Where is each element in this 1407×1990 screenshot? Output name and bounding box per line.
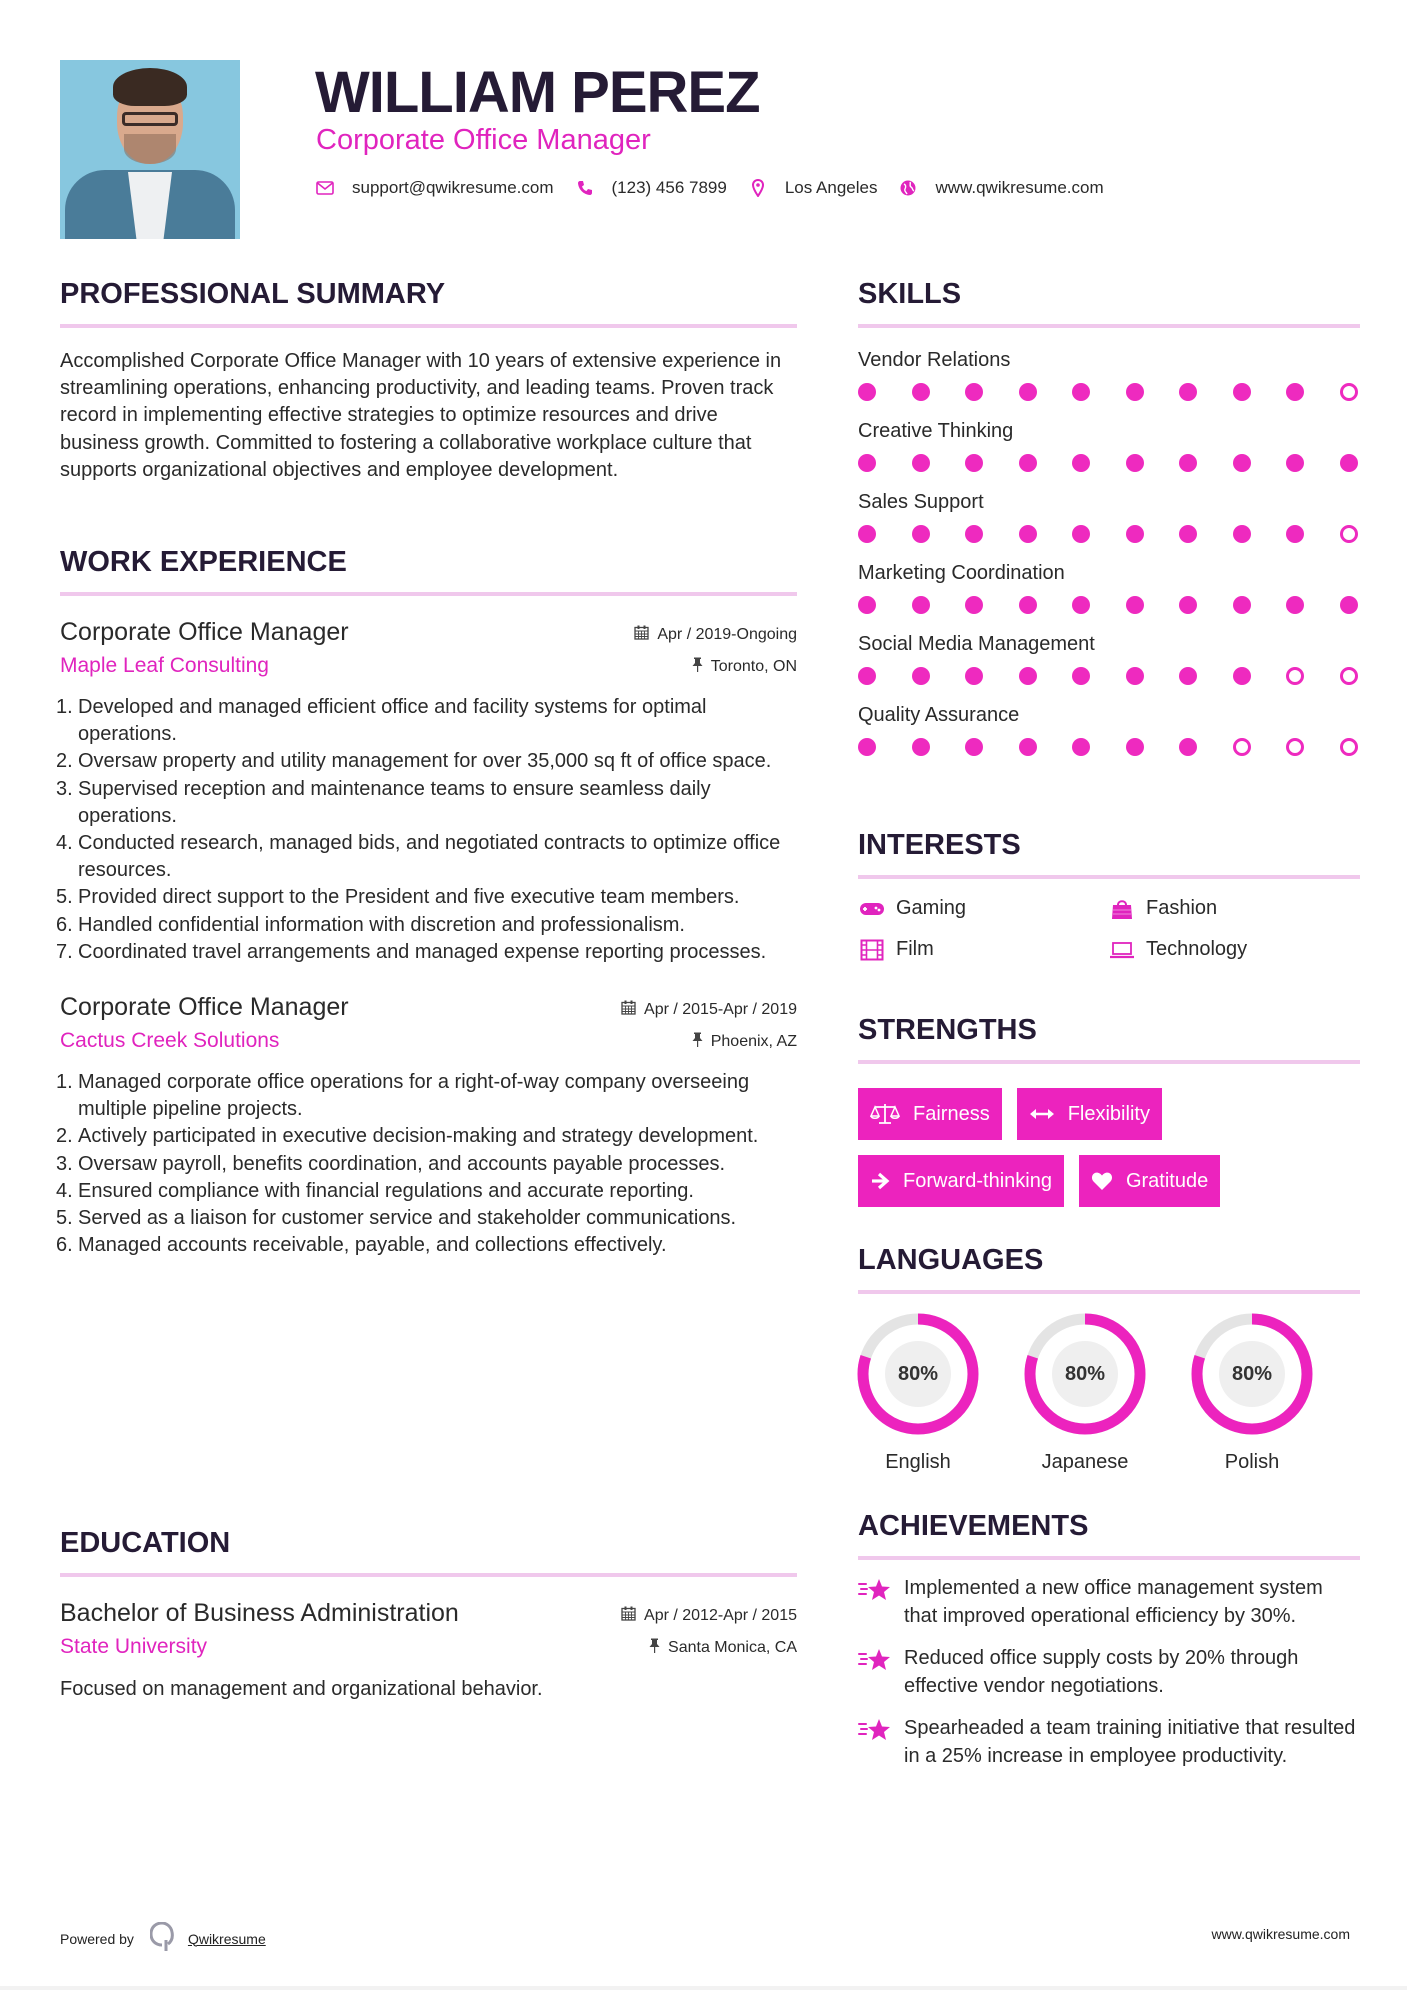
qwikresume-link[interactable]: Qwikresume [187, 1930, 266, 1947]
shopping-bag-icon [1108, 898, 1136, 920]
map-pin-icon [749, 179, 767, 197]
skill-dot-filled [1179, 525, 1197, 543]
heart-icon [1091, 1171, 1113, 1191]
skill-dot-filled [1019, 738, 1037, 756]
summary-section [60, 277, 797, 484]
skill-dot-filled [1233, 525, 1251, 543]
skill-dot-filled [1233, 596, 1251, 614]
job-dates: Apr / 2019-Ongoing [634, 625, 797, 644]
skill-dot-filled [1286, 383, 1304, 401]
pushpin-icon [692, 657, 703, 676]
skill-rating [858, 667, 1360, 685]
interest-item: Film [858, 938, 1108, 961]
strength-tag: Gratitude [1079, 1155, 1220, 1207]
skill-dot-filled [912, 738, 930, 756]
skill-dot-filled [1019, 454, 1037, 472]
section-divider [858, 1060, 1360, 1064]
skill-dot-filled [1019, 596, 1037, 614]
contact-phone[interactable] [576, 178, 727, 198]
skill-dot-empty [1340, 383, 1358, 401]
language-progress-ring: 80% [857, 1313, 979, 1435]
languages-heading: LANGUAGES [858, 1244, 1044, 1276]
globe-icon [899, 179, 917, 197]
interest-item: Fashion [1108, 897, 1358, 920]
skill-dot-filled [858, 738, 876, 756]
laptop-icon [1108, 939, 1136, 961]
contact-row [316, 178, 1126, 198]
skill-dot-filled [912, 454, 930, 472]
skills-section [858, 277, 1360, 756]
job-location: Toronto, ON [692, 657, 797, 676]
summary-heading: PROFESSIONAL SUMMARY [60, 278, 446, 310]
strength-tag: Fairness [858, 1088, 1002, 1140]
contact-email-text: support@qwikresume.com [352, 178, 554, 197]
skill-dot-empty [1340, 738, 1358, 756]
skill-dot-filled [1072, 738, 1090, 756]
profile-photo [60, 60, 240, 239]
shooting-star-icon [858, 1644, 904, 1700]
skill-dot-filled [1179, 667, 1197, 685]
skills-list [858, 346, 1360, 756]
skill-rating [858, 596, 1360, 614]
achievements-heading: ACHIEVEMENTS [858, 1510, 1089, 1542]
achievement-item: Spearheaded a team training initiative that resulted in a 25% increase in employee productivity. [858, 1714, 1360, 1770]
job-bullets [56, 1069, 797, 1259]
shooting-star-icon [858, 1574, 904, 1630]
section-divider [60, 324, 797, 328]
languages-section [858, 1243, 1360, 1474]
skill-dot-filled [1286, 525, 1304, 543]
strength-tag: Flexibility [1017, 1088, 1162, 1140]
bullet-item: 6. Handled confidential information with discretion and professionalism. [56, 913, 685, 936]
language-progress-ring: 80% [1024, 1313, 1146, 1435]
skill-dot-filled [858, 596, 876, 614]
education-entry [60, 1596, 797, 1703]
language-item: 80% Japanese [1025, 1313, 1145, 1474]
skill-dot-filled [1072, 525, 1090, 543]
bullet-item: 3. Supervised reception and maintenance teams to ensure seamless daily operations. [56, 777, 711, 827]
calendar-icon [621, 1606, 636, 1625]
skill-dot-filled [1233, 667, 1251, 685]
skill-rating [858, 454, 1360, 472]
skill-dot-filled [1126, 667, 1144, 685]
job-entry [56, 990, 797, 1259]
job-entry [56, 615, 797, 966]
skill-item: Sales Support [858, 488, 1360, 543]
summary-text: Accomplished Corporate Office Manager with 10 years of extensive experience in streamlining operations, enhancing productivity, and leading teams. Proven track record in implementing effective strategies to optimize resources and drive business growth. Committed to fostering a collaborative workplace culture that supports organizational objectives and employee development. [60, 350, 782, 481]
skill-dot-filled [1019, 667, 1037, 685]
skill-dot-filled [858, 667, 876, 685]
arrows-horizontal-icon [1029, 1107, 1055, 1121]
strengths-heading: STRENGTHS [858, 1014, 1037, 1046]
skill-item: Social Media Management [858, 630, 1360, 685]
skill-dot-filled [1179, 454, 1197, 472]
bullet-item: 5. Served as a liaison for customer service and stakeholder communications. [56, 1207, 737, 1230]
skills-heading: SKILLS [858, 278, 962, 310]
skill-dot-filled [1126, 525, 1144, 543]
skill-dot-filled [965, 738, 983, 756]
contact-location [749, 178, 878, 198]
skill-dot-filled [965, 667, 983, 685]
interest-item: Gaming [858, 897, 1108, 920]
section-divider [60, 1573, 797, 1577]
contact-email[interactable] [316, 178, 554, 198]
skill-dot-filled [912, 525, 930, 543]
achievements-section [858, 1509, 1360, 1770]
skill-dot-empty [1286, 667, 1304, 685]
skill-dot-filled [1286, 596, 1304, 614]
shooting-star-icon [858, 1714, 904, 1770]
skill-dot-filled [1072, 383, 1090, 401]
bullet-item: 5. Provided direct support to the President and five executive team members. [56, 886, 740, 909]
skill-dot-filled [858, 454, 876, 472]
bullet-item: 2. Oversaw property and utility management for over 35,000 sq ft of office space. [56, 750, 772, 773]
balance-scale-icon [870, 1102, 900, 1126]
section-divider [60, 592, 797, 596]
education-section [60, 1526, 797, 1703]
job-title: Corporate Office Manager [60, 618, 349, 646]
skill-dot-filled [1072, 667, 1090, 685]
skill-dot-filled [965, 596, 983, 614]
section-divider [858, 324, 1360, 328]
skill-item: Creative Thinking [858, 417, 1360, 472]
education-description: Focused on management and organizational behavior. [60, 1678, 543, 1700]
skill-dot-filled [1126, 738, 1144, 756]
candidate-name: WILLIAM PEREZ [315, 60, 760, 125]
skill-dot-filled [1233, 383, 1251, 401]
skill-rating [858, 383, 1360, 401]
skill-dot-empty [1340, 667, 1358, 685]
skill-dot-filled [858, 383, 876, 401]
bullet-item: 7. Coordinated travel arrangements and managed expense reporting processes. [56, 940, 767, 963]
skill-item: Quality Assurance [858, 701, 1360, 756]
contact-website[interactable] [899, 178, 1103, 198]
skill-dot-empty [1233, 738, 1251, 756]
skill-rating [858, 738, 1360, 756]
job-location: Phoenix, AZ [692, 1032, 797, 1051]
interests-section [858, 828, 1360, 961]
bullet-item: 1. Developed and managed efficient office and facility systems for optimal operations. [56, 696, 707, 746]
experience-heading: WORK EXPERIENCE [60, 546, 347, 578]
footer-website[interactable]: www.qwikresume.com [1211, 1926, 1350, 1942]
interest-item: Technology [1108, 938, 1358, 961]
skill-dot-filled [912, 596, 930, 614]
bullet-item: 4. Conducted research, managed bids, and negotiated contracts to optimize office resources. [56, 832, 781, 882]
film-icon [858, 939, 886, 961]
contact-location-text: Los Angeles [784, 178, 878, 197]
gamepad-icon [858, 898, 886, 920]
skill-dot-filled [1072, 596, 1090, 614]
job-dates: Apr / 2015-Apr / 2019 [621, 1000, 797, 1019]
skill-dot-filled [858, 525, 876, 543]
skill-dot-filled [1179, 738, 1197, 756]
company-name: Cactus Creek Solutions [60, 1029, 280, 1053]
education-heading: EDUCATION [60, 1527, 231, 1559]
skill-item: Marketing Coordination [858, 559, 1360, 614]
job-title: Corporate Office Manager [60, 993, 349, 1022]
language-progress-ring: 80% [1191, 1313, 1313, 1435]
skill-dot-filled [965, 383, 983, 401]
bullet-item: 6. Managed accounts receivable, payable, and collections effectively. [56, 1234, 667, 1257]
bullet-item: 1. Managed corporate office operations for a right-of-way company overseeing multiple pipeline projects. [56, 1071, 750, 1121]
school-name: State University [60, 1635, 208, 1658]
skill-dot-filled [1019, 383, 1037, 401]
language-item: 80% English [858, 1313, 978, 1474]
arrow-right-icon [870, 1172, 890, 1190]
phone-icon [576, 179, 594, 197]
bullet-item: 2. Actively participated in executive decision-making and strategy development. [56, 1125, 759, 1148]
pushpin-icon [692, 1032, 703, 1051]
calendar-icon [634, 625, 649, 644]
skill-rating [858, 525, 1360, 543]
skill-dot-filled [1340, 596, 1358, 614]
skill-dot-filled [1072, 454, 1090, 472]
strengths-section [858, 1013, 1360, 1222]
education-location: Santa Monica, CA [649, 1638, 797, 1657]
skill-dot-filled [1019, 525, 1037, 543]
bullet-item: 4. Ensured compliance with financial regulations and accurate reporting. [56, 1179, 694, 1202]
skill-dot-filled [1233, 454, 1251, 472]
job-bullets [56, 694, 797, 966]
skill-dot-filled [1179, 383, 1197, 401]
experience-section [56, 545, 797, 1259]
skill-dot-filled [965, 454, 983, 472]
powered-by: Powered by Qwikresume [60, 1922, 266, 1955]
contact-phone-text: (123) 456 7899 [611, 178, 727, 197]
company-name: Maple Leaf Consulting [60, 654, 269, 677]
education-dates: Apr / 2012-Apr / 2015 [621, 1606, 797, 1625]
skill-dot-filled [912, 667, 930, 685]
interests-heading: INTERESTS [858, 829, 1021, 861]
degree-title: Bachelor of Business Administration [60, 1599, 459, 1627]
section-divider [858, 1556, 1360, 1560]
skill-dot-filled [1179, 596, 1197, 614]
envelope-icon [316, 179, 334, 197]
skill-dot-filled [1286, 454, 1304, 472]
achievement-item: Reduced office supply costs by 20% through effective vendor negotiations. [858, 1644, 1360, 1700]
skill-dot-filled [1126, 383, 1144, 401]
skill-dot-empty [1286, 738, 1304, 756]
bullet-item: 3. Oversaw payroll, benefits coordination, and accounts payable processes. [56, 1152, 726, 1175]
skill-item: Vendor Relations [858, 346, 1360, 401]
pushpin-icon [649, 1638, 660, 1657]
skill-dot-filled [1126, 454, 1144, 472]
candidate-title: Corporate Office Manager [316, 124, 651, 156]
skill-dot-empty [1340, 525, 1358, 543]
calendar-icon [621, 1000, 636, 1019]
section-divider [858, 1290, 1360, 1294]
strength-tag: Forward-thinking [858, 1155, 1064, 1207]
qwikresume-logo-icon [150, 1922, 174, 1955]
skill-dot-filled [912, 383, 930, 401]
page-bottom-edge [0, 1986, 1407, 1990]
skill-dot-filled [965, 525, 983, 543]
contact-website-text: www.qwikresume.com [935, 178, 1104, 197]
section-divider [858, 875, 1360, 879]
achievement-item: Implemented a new office management system that improved operational efficiency by 30%. [858, 1574, 1360, 1630]
skill-dot-filled [1340, 454, 1358, 472]
skill-dot-filled [1126, 596, 1144, 614]
language-item: 80% Polish [1192, 1313, 1312, 1474]
